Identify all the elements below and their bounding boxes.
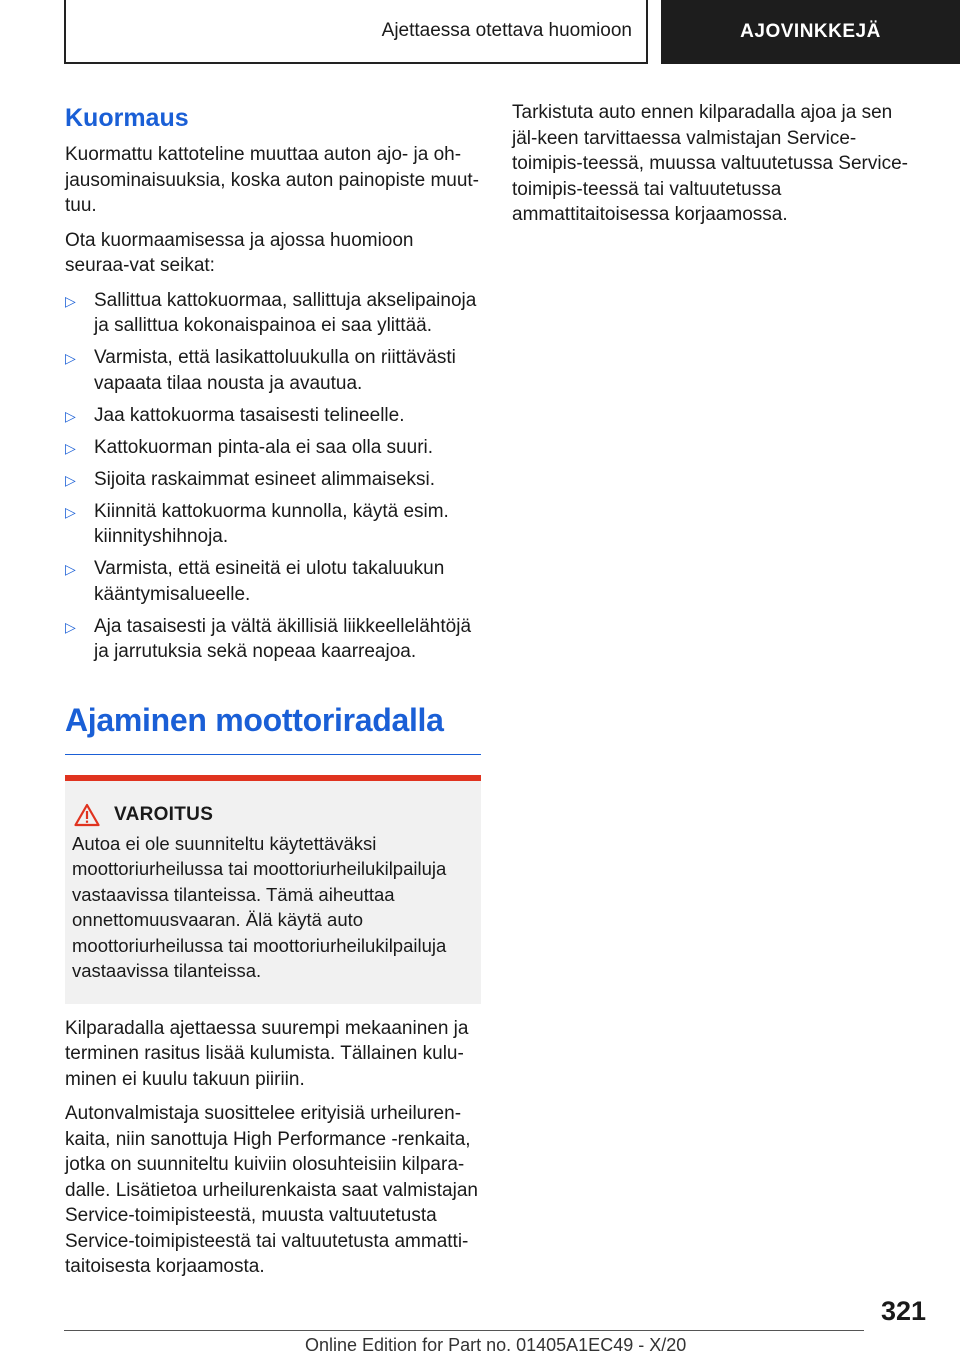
footer-edition: Online Edition for Part no. 01405A1EC49 - X/20: [305, 1335, 687, 1355]
list-item: ▷ Varmista, että esineitä ei ulotu takaluukun kääntymisalueelle.: [65, 558, 445, 605]
triangle-bullet-icon: ▷: [65, 471, 76, 488]
warning-box: [65, 775, 481, 1004]
warning-triangle-icon: [74, 803, 100, 827]
triangle-bullet-icon: ▷: [65, 439, 76, 456]
racetrack-check-paragraph: Tarkistuta auto ennen kilparadalla ajoa ja sen jäl-keen tarvittaessa valmistajan Service-toimipis-teessä, muussa valtuutetussa Service-toimipis-teessä tai valtuutetussa ammattitaitoisessa korjaamossa.: [512, 102, 908, 225]
header-section-label: Ajettaessa otettava huomioon: [381, 20, 632, 41]
list-item: ▷ Kattokuorman pinta-ala ei saa olla suuri.: [65, 436, 434, 458]
header-section-title: [64, 0, 648, 64]
racetrack-paragraph-2: Autonvalmistaja suosittelee erityisiä urheiluren-kaita, niin sanottuja High Performance -renkaita, jotka on suunniteltu kuiviin olosuhteisiin kilpara-dalle. Lisätietoa urheilurenkaista saat valmistajan Service-toimipisteestä, muusta valtuutetusta Service-toimipisteestä tai valtuutetusta ammatti-taitoisesta korjaamosta.: [65, 1103, 478, 1277]
racetrack-paragraph-1: Kilparadalla ajettaessa suurempi mekaaninen ja terminen rasitus lisää kulumista. Tällainen kulu-minen ei kuulu takuun piiriin.: [65, 1017, 469, 1090]
triangle-bullet-icon: ▷: [65, 561, 76, 577]
left-column: [65, 100, 481, 1289]
right-column: [512, 100, 912, 228]
warning-header: [74, 803, 469, 827]
triangle-bullet-icon: ▷: [65, 350, 76, 366]
header-chapter-tab: [661, 0, 960, 64]
list-item: ▷ Sallittua kattokuormaa, sallittuja akselipainoja ja sallittua kokonaispainoa ei saa ylittää.: [65, 289, 477, 336]
footer-divider: [64, 1330, 864, 1331]
racetrack-heading: Ajaminen moottoriradalla: [65, 697, 481, 755]
loading-bullet-list: [65, 288, 481, 665]
triangle-bullet-icon: ▷: [65, 618, 76, 635]
list-item: ▷ Aja tasaisesti ja vältä äkillisiä liikkeellelähtöjä ja jarrutuksia sekä nopeaa kaarreajoa.: [65, 615, 472, 662]
loading-paragraph-2: Ota kuormaamisessa ja ajossa huomioon seuraa-vat seikat:: [65, 229, 414, 276]
warning-text: Autoa ei ole suunniteltu käytettäväksi moottoriurheilussa tai moottoriurheilukilpailuja vastaavissa tilanteissa. Tämä aiheuttaa onnettomuusvaaran. Älä käytä auto moottoriurheilussa tai moottoriurheilukilpailuja vastaavissa tilanteissa.: [72, 832, 447, 981]
page-number: 321: [880, 1296, 926, 1326]
triangle-bullet-icon: ▷: [65, 292, 76, 309]
list-item: ▷ Sijoita raskaimmat esineet alimmaiseksi.: [65, 468, 436, 490]
warning-title: VAROITUS: [114, 803, 214, 825]
list-item: ▷ Kiinnitä kattokuorma kunnolla, käytä esim. kiinnityshihnoja.: [65, 500, 449, 547]
list-item: ▷ Jaa kattokuorma tasaisesti telineelle.: [65, 404, 405, 426]
list-item: ▷ Varmista, että lasikattoluukulla on riittävästi vapaata tilaa nousta ja avautua.: [65, 347, 456, 394]
triangle-bullet-icon: ▷: [65, 503, 76, 520]
header-chapter-label: AJOVINKKEJÄ: [740, 21, 881, 42]
loading-paragraph-1: Kuormattu kattoteline muuttaa auton ajo- ja oh-jausominaisuuksia, koska auton painopiste muut-tuu.: [65, 144, 480, 216]
triangle-bullet-icon: ▷: [65, 407, 76, 424]
loading-heading: Kuormaus: [65, 104, 189, 132]
